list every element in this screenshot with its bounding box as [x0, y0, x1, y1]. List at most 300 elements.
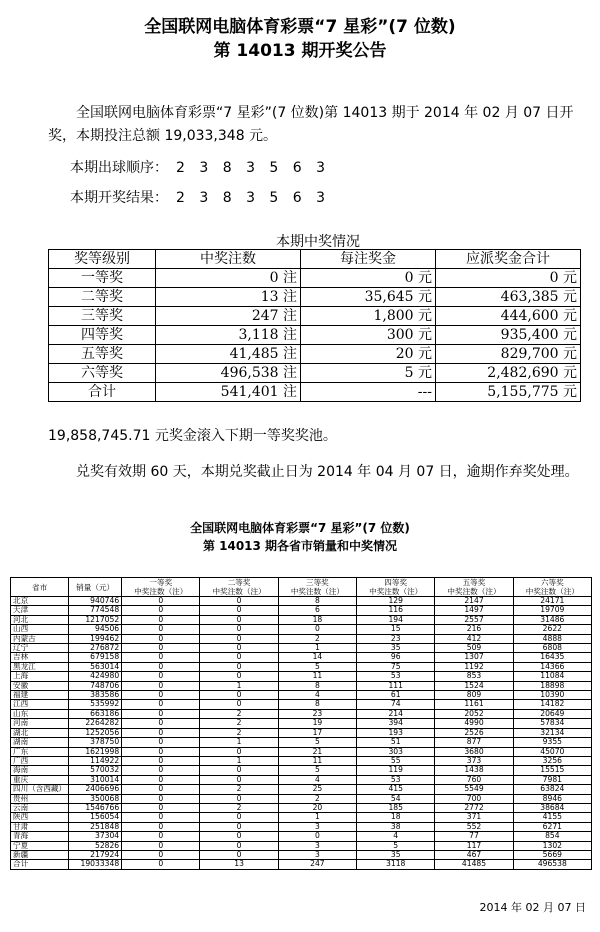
prize-count: 3,118 注 [156, 326, 301, 345]
province-name: 云南 [11, 803, 69, 812]
province-name: 福建 [11, 691, 69, 700]
level4-count: 303 [357, 747, 435, 756]
province-row [11, 738, 592, 747]
level5-count: 2557 [435, 615, 513, 624]
level1-count: 0 [122, 653, 200, 662]
level4-count: 54 [357, 794, 435, 803]
level4-count: 18 [357, 813, 435, 822]
prize-count: 0 注 [156, 269, 301, 288]
province-sales: 570032 [69, 766, 122, 775]
prov-header-level2: 二等奖 中奖注数（注） [200, 578, 278, 597]
prize-row [49, 326, 581, 345]
level5-count: 412 [435, 634, 513, 643]
level3-count: 247 [278, 860, 356, 869]
level1-count: 0 [122, 794, 200, 803]
prov-header-province: 省市 [11, 578, 69, 597]
prize-level: 三等奖 [49, 307, 156, 326]
level6-count: 5669 [513, 850, 591, 859]
province-name: 天津 [11, 606, 69, 615]
province-name: 贵州 [11, 794, 69, 803]
province-name: 辽宁 [11, 644, 69, 653]
province-sales: 1621998 [69, 747, 122, 756]
prov-header-level5: 五等奖 中奖注数（注） [435, 578, 513, 597]
level5-count: 809 [435, 691, 513, 700]
level3-count: 17 [278, 728, 356, 737]
level4-count: 193 [357, 728, 435, 737]
level1-count: 0 [122, 672, 200, 681]
level4-count: 5 [357, 841, 435, 850]
level5-count: 509 [435, 644, 513, 653]
prize-amount: 35,645 元 [301, 288, 436, 307]
prize-header-count: 中奖注数 [156, 250, 301, 269]
draw-result-row [70, 187, 330, 207]
level6-count: 32134 [513, 728, 591, 737]
prize-amount: --- [301, 383, 436, 402]
prize-level: 四等奖 [49, 326, 156, 345]
province-sales: 563014 [69, 662, 122, 671]
prize-total: 829,700 元 [436, 345, 581, 364]
level3-count: 2 [278, 634, 356, 643]
province-name: 河南 [11, 719, 69, 728]
level2-count: 2 [200, 728, 278, 737]
level6-count: 1302 [513, 841, 591, 850]
level1-count: 0 [122, 691, 200, 700]
prize-table-caption: 本期中奖情况 [276, 234, 360, 250]
level3-count: 25 [278, 785, 356, 794]
province-name: 河北 [11, 615, 69, 624]
level2-count: 0 [200, 822, 278, 831]
level5-count: 2526 [435, 728, 513, 737]
province-name: 山西 [11, 625, 69, 634]
level3-count: 0 [278, 625, 356, 634]
notice-title-line2: 第 14013 期开奖公告 [213, 41, 387, 61]
level1-count: 0 [122, 747, 200, 756]
province-sales: 2264282 [69, 719, 122, 728]
province-row [11, 832, 592, 841]
level4-count: 38 [357, 822, 435, 831]
level2-count: 0 [200, 615, 278, 624]
province-sales: 535992 [69, 700, 122, 709]
level5-count: 1307 [435, 653, 513, 662]
draw-order-row [70, 157, 330, 177]
province-row [11, 813, 592, 822]
level4-count: 61 [357, 691, 435, 700]
level1-count: 0 [122, 766, 200, 775]
province-name: 重庆 [11, 775, 69, 784]
level4-count: 111 [357, 681, 435, 690]
level4-count: 214 [357, 709, 435, 718]
province-name: 合计 [11, 860, 69, 869]
prize-count: 247 注 [156, 307, 301, 326]
province-sales: 748706 [69, 681, 122, 690]
level2-count: 0 [200, 644, 278, 653]
level2-count: 1 [200, 681, 278, 690]
level4-count: 55 [357, 756, 435, 765]
province-name: 江西 [11, 700, 69, 709]
level3-count: 8 [278, 681, 356, 690]
level4-count: 129 [357, 597, 435, 606]
province-name: 广东 [11, 747, 69, 756]
level2-count: 0 [200, 662, 278, 671]
prize-total: 444,600 元 [436, 307, 581, 326]
level6-count: 18898 [513, 681, 591, 690]
province-title-line1: 全国联网电脑体育彩票“7 星彩”(7 位数) [190, 521, 410, 535]
level6-count: 14182 [513, 700, 591, 709]
level4-count: 53 [357, 672, 435, 681]
province-sales: 383586 [69, 691, 122, 700]
level4-count: 75 [357, 662, 435, 671]
level6-count: 2622 [513, 625, 591, 634]
level5-count: 3680 [435, 747, 513, 756]
level6-count: 10390 [513, 691, 591, 700]
province-sales: 37304 [69, 832, 122, 841]
level1-count: 0 [122, 738, 200, 747]
prize-header-amount: 每注奖金 [301, 250, 436, 269]
level2-count: 13 [200, 860, 278, 869]
level1-count: 0 [122, 719, 200, 728]
province-sales: 94506 [69, 625, 122, 634]
level3-count: 2 [278, 794, 356, 803]
prov-header-sales: 销量（元） [69, 578, 122, 597]
draw-order-digits: 2 3 8 3 5 6 3 [176, 160, 331, 176]
level3-count: 21 [278, 747, 356, 756]
level6-count: 63824 [513, 785, 591, 794]
level3-count: 20 [278, 803, 356, 812]
level4-count: 394 [357, 719, 435, 728]
province-sales: 378750 [69, 738, 122, 747]
level3-count: 19 [278, 719, 356, 728]
level6-count: 854 [513, 832, 591, 841]
level2-count: 0 [200, 625, 278, 634]
prize-level: 二等奖 [49, 288, 156, 307]
level2-count: 2 [200, 719, 278, 728]
prize-total: 0 元 [436, 269, 581, 288]
province-name: 新疆 [11, 850, 69, 859]
province-sales: 2406696 [69, 785, 122, 794]
prize-count: 496,538 注 [156, 364, 301, 383]
province-sales: 1546766 [69, 803, 122, 812]
draw-result-digits: 2 3 8 3 5 6 3 [176, 190, 331, 206]
prize-row [49, 269, 581, 288]
level4-count: 119 [357, 766, 435, 775]
province-sales: 679158 [69, 653, 122, 662]
level6-count: 6271 [513, 822, 591, 831]
province-table [10, 577, 592, 870]
redeem-note: 兑奖有效期 60 天，本期兑奖截止日为 2014 年 04 月 07 日，逾期作弃奖处理。 [76, 464, 579, 480]
level3-count: 1 [278, 813, 356, 822]
province-sales: 19033348 [69, 860, 122, 869]
province-name: 海南 [11, 766, 69, 775]
level2-count: 0 [200, 700, 278, 709]
level3-count: 11 [278, 672, 356, 681]
level2-count: 0 [200, 813, 278, 822]
level6-count: 57834 [513, 719, 591, 728]
intro-paragraph: 全国联网电脑体育彩票“7 星彩”(7 位数)第 14013 期于 2014 年 02 月 07 日开奖，本期投注总额 19,033,348 元。 [48, 105, 574, 144]
province-total-row [11, 860, 592, 869]
province-row [11, 606, 592, 615]
level5-count: 2147 [435, 597, 513, 606]
province-name: 上海 [11, 672, 69, 681]
level5-count: 1192 [435, 662, 513, 671]
province-row [11, 785, 592, 794]
province-name: 陕西 [11, 813, 69, 822]
level5-count: 1438 [435, 766, 513, 775]
level2-count: 0 [200, 653, 278, 662]
level1-count: 0 [122, 822, 200, 831]
level6-count: 3256 [513, 756, 591, 765]
level1-count: 0 [122, 841, 200, 850]
level5-count: 700 [435, 794, 513, 803]
level6-count: 38684 [513, 803, 591, 812]
level3-count: 5 [278, 662, 356, 671]
province-sales: 114922 [69, 756, 122, 765]
level5-count: 4990 [435, 719, 513, 728]
level3-count: 14 [278, 653, 356, 662]
province-name: 山东 [11, 709, 69, 718]
prov-header-level3: 三等奖 中奖注数（注） [278, 578, 356, 597]
prize-count: 13 注 [156, 288, 301, 307]
level2-count: 0 [200, 850, 278, 859]
level1-count: 0 [122, 832, 200, 841]
prov-header-level6: 六等奖 中奖注数（注） [513, 578, 591, 597]
rollover-note: 19,858,745.71 元奖金滚入下期一等奖奖池。 [48, 428, 337, 444]
level6-count: 31486 [513, 615, 591, 624]
prize-count: 41,485 注 [156, 345, 301, 364]
level2-count: 1 [200, 756, 278, 765]
level3-count: 5 [278, 738, 356, 747]
level3-count: 18 [278, 615, 356, 624]
level2-count: 0 [200, 747, 278, 756]
province-sales: 276872 [69, 644, 122, 653]
province-sales: 1217052 [69, 615, 122, 624]
level1-count: 0 [122, 644, 200, 653]
province-row [11, 766, 592, 775]
level5-count: 467 [435, 850, 513, 859]
province-row [11, 747, 592, 756]
level1-count: 0 [122, 625, 200, 634]
level5-count: 552 [435, 822, 513, 831]
province-name: 安徽 [11, 681, 69, 690]
level5-count: 853 [435, 672, 513, 681]
level6-count: 7981 [513, 775, 591, 784]
level5-count: 877 [435, 738, 513, 747]
prize-level: 合计 [49, 383, 156, 402]
level5-count: 41485 [435, 860, 513, 869]
level2-count: 2 [200, 785, 278, 794]
level5-count: 371 [435, 813, 513, 822]
province-row [11, 719, 592, 728]
province-sales: 251848 [69, 822, 122, 831]
draw-result-label: 本期开奖结果： [70, 190, 168, 206]
level3-count: 4 [278, 775, 356, 784]
level3-count: 0 [278, 832, 356, 841]
level5-count: 373 [435, 756, 513, 765]
level2-count: 2 [200, 709, 278, 718]
province-sales: 350068 [69, 794, 122, 803]
level6-count: 9355 [513, 738, 591, 747]
prize-header-level: 奖等级别 [49, 250, 156, 269]
level4-count: 96 [357, 653, 435, 662]
prize-level: 六等奖 [49, 364, 156, 383]
level6-count: 15515 [513, 766, 591, 775]
level6-count: 6808 [513, 644, 591, 653]
level1-count: 0 [122, 785, 200, 794]
province-sales: 774548 [69, 606, 122, 615]
prize-total: 935,400 元 [436, 326, 581, 345]
level4-count: 51 [357, 738, 435, 747]
province-sales: 663186 [69, 709, 122, 718]
province-name: 湖北 [11, 728, 69, 737]
province-sales: 52826 [69, 841, 122, 850]
prize-total: 2,482,690 元 [436, 364, 581, 383]
prov-header-level4: 四等奖 中奖注数（注） [357, 578, 435, 597]
footer-date: 2014 年 02 月 07 日 [479, 901, 586, 914]
province-name: 广西 [11, 756, 69, 765]
prize-row [49, 364, 581, 383]
province-name: 黑龙江 [11, 662, 69, 671]
province-row [11, 653, 592, 662]
level2-count: 1 [200, 738, 278, 747]
level1-count: 0 [122, 662, 200, 671]
level4-count: 185 [357, 803, 435, 812]
level1-count: 0 [122, 606, 200, 615]
level2-count: 0 [200, 841, 278, 850]
level2-count: 2 [200, 803, 278, 812]
province-sales: 940746 [69, 597, 122, 606]
level5-count: 2772 [435, 803, 513, 812]
prize-total: 5,155,775 元 [436, 383, 581, 402]
level4-count: 53 [357, 775, 435, 784]
level4-count: 415 [357, 785, 435, 794]
level6-count: 24171 [513, 597, 591, 606]
level3-count: 6 [278, 606, 356, 615]
draw-order-label: 本期出球顺序： [70, 160, 168, 176]
province-title-line2: 第 14013 期各省市销量和中奖情况 [202, 539, 398, 553]
level5-count: 216 [435, 625, 513, 634]
province-sales: 310014 [69, 775, 122, 784]
level2-count: 0 [200, 766, 278, 775]
level5-count: 117 [435, 841, 513, 850]
notice-title-line1: 全国联网电脑体育彩票“7 星彩”(7 位数) [144, 17, 456, 37]
prize-amount: 5 元 [301, 364, 436, 383]
level1-count: 0 [122, 850, 200, 859]
province-name: 湖南 [11, 738, 69, 747]
level5-count: 1497 [435, 606, 513, 615]
province-sales: 217924 [69, 850, 122, 859]
level1-count: 0 [122, 681, 200, 690]
level1-count: 0 [122, 803, 200, 812]
prize-level: 一等奖 [49, 269, 156, 288]
prize-amount: 0 元 [301, 269, 436, 288]
level5-count: 1524 [435, 681, 513, 690]
level3-count: 5 [278, 766, 356, 775]
level2-count: 0 [200, 775, 278, 784]
province-row [11, 700, 592, 709]
level1-count: 0 [122, 728, 200, 737]
level4-count: 23 [357, 634, 435, 643]
province-name: 北京 [11, 597, 69, 606]
level4-count: 74 [357, 700, 435, 709]
level6-count: 4888 [513, 634, 591, 643]
level3-count: 11 [278, 756, 356, 765]
level6-count: 8946 [513, 794, 591, 803]
level2-count: 0 [200, 691, 278, 700]
level2-count: 0 [200, 606, 278, 615]
level6-count: 11084 [513, 672, 591, 681]
level3-count: 3 [278, 850, 356, 859]
level2-count: 0 [200, 597, 278, 606]
level2-count: 0 [200, 634, 278, 643]
prize-amount: 300 元 [301, 326, 436, 345]
level4-count: 15 [357, 625, 435, 634]
level4-count: 3118 [357, 860, 435, 869]
prize-count: 541,401 注 [156, 383, 301, 402]
level1-count: 0 [122, 860, 200, 869]
level2-count: 0 [200, 832, 278, 841]
level3-count: 8 [278, 700, 356, 709]
prize-row [49, 307, 581, 326]
level3-count: 1 [278, 644, 356, 653]
level3-count: 8 [278, 597, 356, 606]
level6-count: 45070 [513, 747, 591, 756]
level4-count: 194 [357, 615, 435, 624]
province-name: 吉林 [11, 653, 69, 662]
prize-total: 463,385 元 [436, 288, 581, 307]
level5-count: 1161 [435, 700, 513, 709]
province-sales: 424980 [69, 672, 122, 681]
prize-row [49, 345, 581, 364]
prize-amount: 20 元 [301, 345, 436, 364]
level3-count: 3 [278, 841, 356, 850]
level6-count: 4155 [513, 813, 591, 822]
prize-total-row [49, 383, 581, 402]
prize-table [48, 249, 581, 402]
level6-count: 496538 [513, 860, 591, 869]
prize-level: 五等奖 [49, 345, 156, 364]
prize-amount: 1,800 元 [301, 307, 436, 326]
level4-count: 35 [357, 850, 435, 859]
level3-count: 4 [278, 691, 356, 700]
prov-header-level1: 一等奖 中奖注数（注） [122, 578, 200, 597]
level1-count: 0 [122, 634, 200, 643]
level5-count: 5549 [435, 785, 513, 794]
province-name: 宁夏 [11, 841, 69, 850]
level3-count: 23 [278, 709, 356, 718]
level5-count: 2052 [435, 709, 513, 718]
level3-count: 3 [278, 822, 356, 831]
province-sales: 156054 [69, 813, 122, 822]
level1-count: 0 [122, 709, 200, 718]
province-name: 内蒙古 [11, 634, 69, 643]
level1-count: 0 [122, 813, 200, 822]
level4-count: 4 [357, 832, 435, 841]
level1-count: 0 [122, 756, 200, 765]
level6-count: 14366 [513, 662, 591, 671]
level1-count: 0 [122, 700, 200, 709]
province-row [11, 625, 592, 634]
level6-count: 16435 [513, 653, 591, 662]
level1-count: 0 [122, 615, 200, 624]
province-name: 四川（含西藏） [11, 785, 69, 794]
level1-count: 0 [122, 775, 200, 784]
province-sales: 199462 [69, 634, 122, 643]
level2-count: 0 [200, 794, 278, 803]
prize-header-total: 应派奖金合计 [436, 250, 581, 269]
province-name: 甘肃 [11, 822, 69, 831]
level5-count: 77 [435, 832, 513, 841]
level5-count: 760 [435, 775, 513, 784]
province-name: 青海 [11, 832, 69, 841]
